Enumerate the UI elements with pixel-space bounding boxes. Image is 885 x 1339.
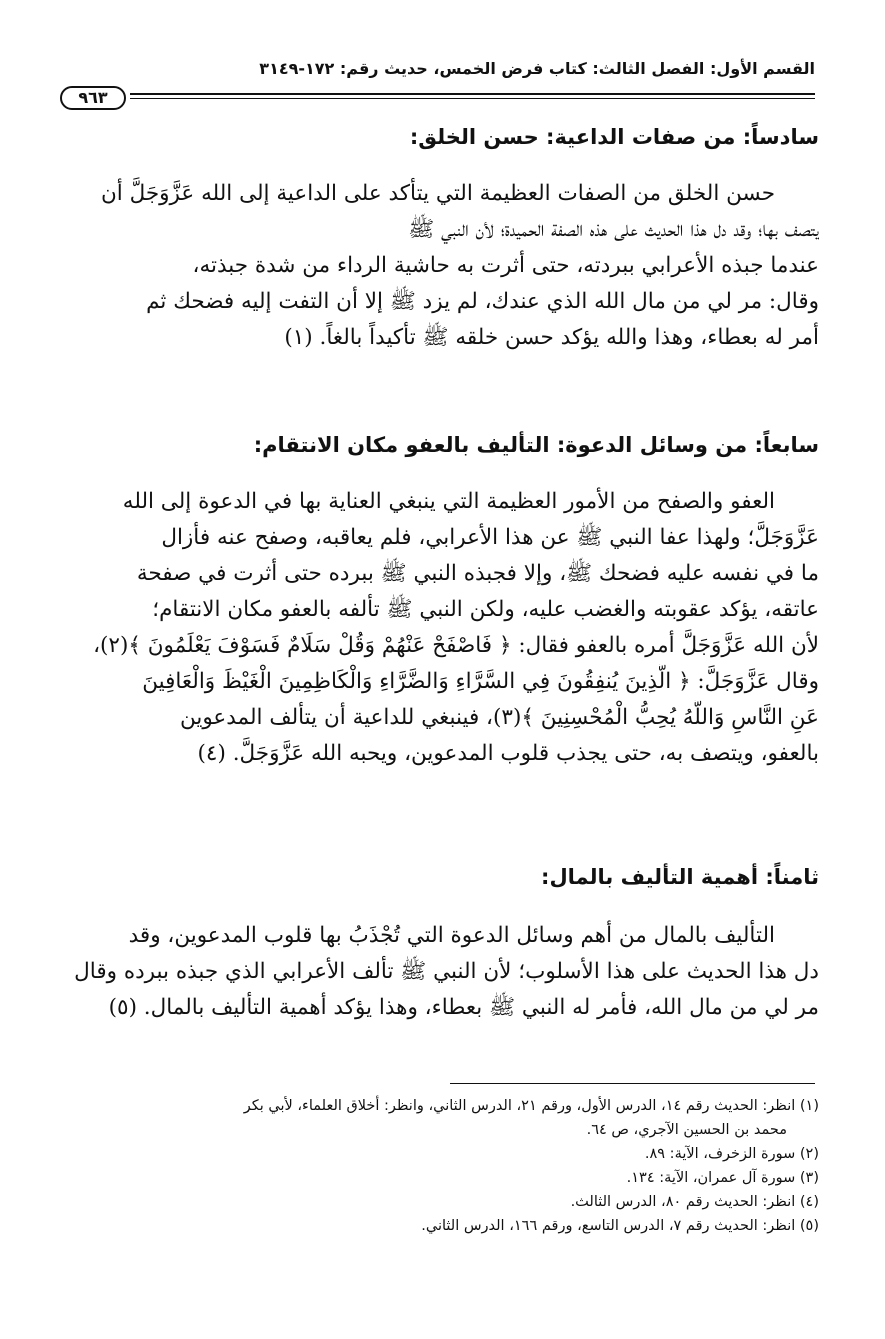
- body-line-quran: وقال عَزَّوَجَلَّ: ﴿ الَّذِينَ يُنفِقُونَ فِي السَّرَّاءِ وَالضَّرَّاءِ وَالْكَاظِمِينَ الْغَيْظَ وَالْعَافِينَ: [142, 669, 819, 694]
- header-rule-thick: [130, 93, 815, 95]
- body-line: ما في نفسه عليه فضحك ﷺ، وإلا فجبذه النبي ﷺ ببرده حتى أثرت في صفحة: [136, 561, 819, 586]
- body-line: يتصف بها؛ وقد دل هذا الحديث على هذه الصفة الحميدة؛ لأن النبي ﷺ: [408, 217, 819, 242]
- body-line-quran: لأن الله عَزَّوَجَلَّ أمره بالعفو فقال: ﴿ فَاصْفَحْ عَنْهُمْ وَقُلْ سَلَامٌ فَسَوْفَ يَعْلَمُونَ ﴾(٢)،: [93, 633, 819, 658]
- body-line: عَزَّوَجَلَّ؛ ولهذا عفا النبي ﷺ عن هذا الأعرابي، فلم يعاقبه، وصفح عنه فأزال: [161, 525, 819, 550]
- footnotes: [59, 1094, 819, 1238]
- footnote-separator: [450, 1083, 815, 1084]
- body-line: دل هذا الحديث على هذا الأسلوب؛ لأن النبي ﷺ تألف الأعرابي الذي جبذه ببرده وقال: [74, 959, 819, 984]
- footnote: (٢) سورة الزخرف، الآية: ٨٩.: [644, 1146, 819, 1162]
- body-line: التأليف بالمال من أهم وسائل الدعوة التي تُجْذَبُ بها قلوب المدعوين، وقد: [128, 923, 775, 948]
- header-rule-thin: [130, 98, 815, 99]
- section-body-6: [67, 176, 819, 356]
- body-line: مر لي من مال الله، فأمر له النبي ﷺ بعطاء، وهذا يؤكد أهمية التأليف بالمال. (٥): [108, 995, 819, 1020]
- section-heading-8: ثامناً: أهمية التأليف بالمال:: [541, 865, 819, 889]
- body-line: حسن الخلق من الصفات العظيمة التي يتأكد على الداعية إلى الله عَزَّوَجَلَّ أن: [101, 181, 775, 206]
- body-line: أمر له بعطاء، وهذا والله يؤكد حسن خلقه ﷺ تأكيداً بالغاً. (١): [284, 325, 819, 350]
- page-number: ٩٦٣: [60, 86, 126, 110]
- body-line: بالعفو، ويتصف به، حتى يجذب قلوب المدعوين، ويحبه الله عَزَّوَجَلَّ. (٤): [197, 741, 819, 766]
- section-heading-6: سادساً: من صفات الداعية: حسن الخلق:: [409, 125, 819, 149]
- footnote: (١) انظر: الحديث رقم ١٤، الدرس الأول، ورقم ٢١، الدرس الثاني، وانظر: أخلاق العلماء، لأبي بكر: [243, 1098, 819, 1114]
- body-line: عندما جبذه الأعرابي ببردته، حتى أثرت به حاشية الرداء من شدة جبذته،: [192, 253, 819, 278]
- running-header: القسم الأول: الفصل الثالث: كتاب فرض الخمس، حديث رقم: ١٧٢-٣١٤٩: [259, 59, 815, 78]
- footnote: (٥) انظر: الحديث رقم ٧، الدرس التاسع، ورقم ١٦٦، الدرس الثاني.: [421, 1218, 819, 1234]
- section-heading-7: سابعاً: من وسائل الدعوة: التأليف بالعفو مكان الانتقام:: [253, 433, 819, 457]
- footnote: (٤) انظر: الحديث رقم ٨٠، الدرس الثالث.: [570, 1194, 819, 1210]
- body-line: عاتقه، يؤكد عقوبته والغضب عليه، ولكن النبي ﷺ تألفه بالعفو مكان الانتقام؛: [152, 597, 819, 622]
- section-body-7: [67, 484, 819, 772]
- body-line: وقال: مر لي من مال الله الذي عندك، لم يزد ﷺ إلا أن التفت إليه فضحك ثم: [146, 289, 819, 314]
- section-body-8: [67, 918, 819, 1026]
- header-rule: [60, 86, 815, 108]
- body-line: العفو والصفح من الأمور العظيمة التي ينبغي العناية بها في الدعوة إلى الله: [122, 489, 775, 514]
- footnote: (٣) سورة آل عمران، الآية: ١٣٤.: [626, 1170, 819, 1186]
- body-line-quran: عَنِ النَّاسِ وَاللَّهُ يُحِبُّ الْمُحْسِنِينَ ﴾(٣)، فينبغي للداعية أن يتألف المدعوين: [179, 705, 819, 730]
- footnote-continuation: محمد بن الحسين الآجري، ص ٦٤.: [586, 1122, 787, 1138]
